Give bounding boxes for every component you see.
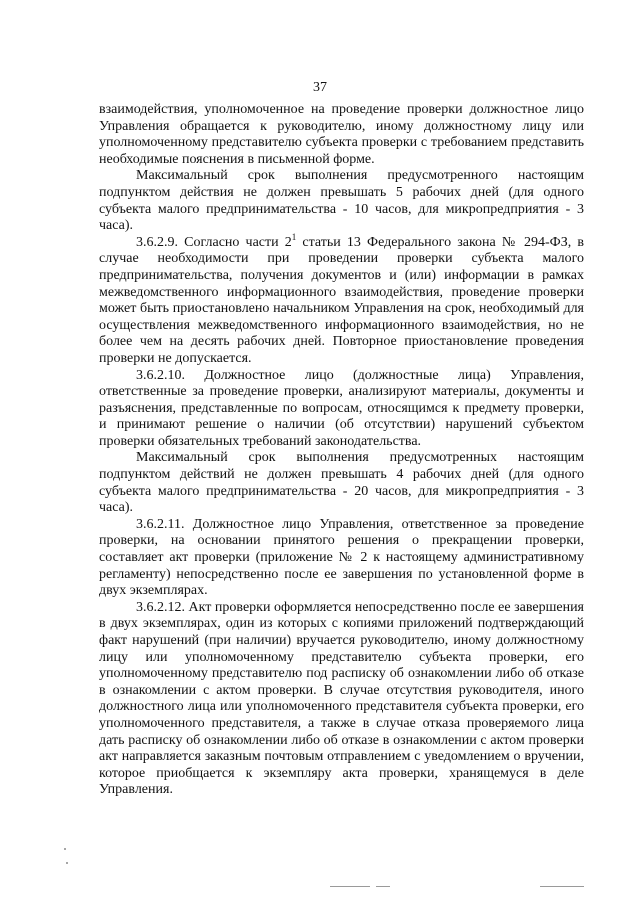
superscript-part-number: 1 bbox=[291, 231, 297, 242]
paragraph-3-6-2-12: 3.6.2.12. Акт проверки оформляется непосредственно после ее завершения в двух экземплярах, один из которых с копиями приложений подтверждающий факт нарушений (при наличии) вручается руководителю, иному должностному лицу или уполномоченному представителю субъекта проверки, его уполномоченному представителю под расписку об ознакомлении либо об отказе в ознакомлении с актом проверки. В случае отсутствия руководителя, иного должностного лица или уполномоченного представителя субъекта проверки, его уполномоченного представителя, а также в случае отказа проверяемого лица дать расписку об ознакомлении либо об отказе в ознакомлении с актом проверки акт направляется заказным почтовым отправлением с уведомлением о вручении, которое приобщается к экземпляру акта проверки, хранящемуся в деле Управления. bbox=[99, 599, 584, 798]
paragraph-3-6-2-10: 3.6.2.10. Должностное лицо (должностные лица) Управления, ответственные за проведение проверки, анализируют материалы, документы и разъяснения, представленные по вопросам, относящимся к предмету проверки, и принимают решение о наличии (об отсутствии) нарушений субъектом проверки обязательных требований законодательства. bbox=[99, 367, 584, 449]
scan-mark bbox=[540, 886, 584, 887]
paragraph-3-6-2-11: 3.6.2.11. Должностное лицо Управления, ответственное за проведение проверки, на основании принятого решения о прекращении проверки, составляет акт проверки (приложение № 2 к настоящему административному регламенту) непосредственно после ее завершения по установленной форме в двух экземплярах. bbox=[99, 516, 584, 599]
scan-mark bbox=[330, 886, 370, 887]
scan-dot bbox=[64, 848, 66, 850]
paragraph-continuation: взаимодействия, уполномоченное на проведение проверки должностное лицо Управления обращается к руководителю, иному должностному лицу или уполномоченному представителю субъекта проверки с требованием представить необходимые пояснения в письменной форме. bbox=[99, 102, 584, 167]
scan-dot bbox=[66, 862, 68, 864]
document-body bbox=[99, 102, 584, 799]
paragraph-3-6-2-9-prefix: 3.6.2.9. Согласно части 2 bbox=[136, 234, 292, 250]
paragraph-3-6-2-9 bbox=[99, 231, 584, 368]
paragraph-deadline-5-days: Максимальный срок выполнения предусмотренного настоящим подпунктом действия не должен превышать 5 рабочих дней (для одного субъекта малого предпринимательства - 10 часов, для микропредприятия - 3 часа). bbox=[99, 168, 584, 234]
scan-mark bbox=[376, 886, 390, 887]
paragraph-3-6-2-9-text: статьи 13 Федерального закона № 294-ФЗ, в случае необходимости при проведении проверки субъекта малого предпринимательства, получения документов и (или) информации в рамках межведомственного информационного взаимодействия, проведение проверки может быть приостановлено начальником Управления на срок, необходимый для осуществления межведомственного информационного взаимодействия, но не более чем на десять рабочих дней. Повторное приостановление проведения проверки не допускается. bbox=[99, 234, 584, 366]
paragraph-deadline-4-days: Максимальный срок выполнения предусмотренных настоящим подпунктом действий не должен превышать 4 рабочих дней (для одного субъекта малого предпринимательства - 20 часов, для микропредприятия - 3 часа). bbox=[99, 450, 584, 516]
page-number: 37 bbox=[313, 80, 327, 95]
